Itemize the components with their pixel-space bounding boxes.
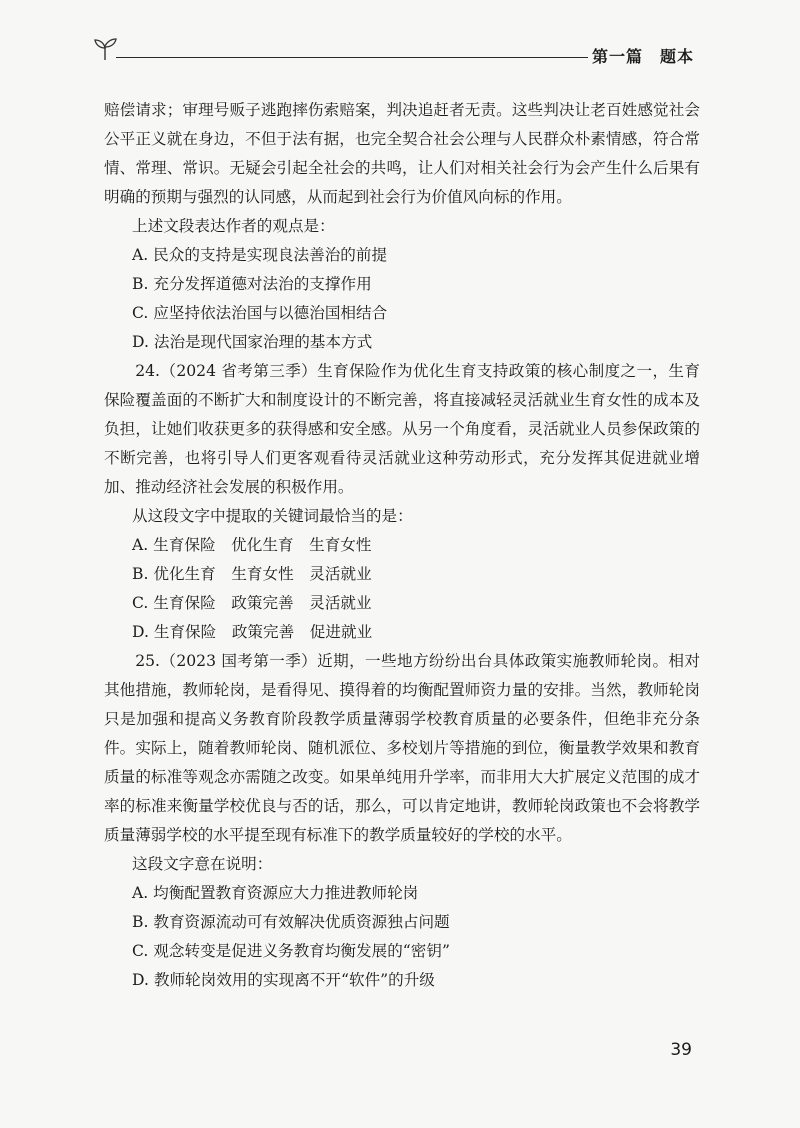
sprout-icon — [92, 36, 118, 62]
question-25-option-a: A. 均衡配置教育资源应大力推进教师轮岗 — [132, 884, 419, 902]
page-content — [104, 96, 700, 995]
question-24-stem: 从这段文字中提取的关键词最恰当的是： — [132, 507, 413, 525]
option-b: B. 充分发挥道德对法治的支撑作用 — [132, 275, 372, 293]
continuation-paragraph: 赔偿请求；审理号贩子逃跑摔伤索赔案，判决追赶者无责。这些判决让老百姓感觉社会公平正义就在身边，不但于法有据，也完全契合社会公理与人民群众朴素情感，符合常情、常理、常识。无疑会引起全社会的共鸣，让人们对相关社会行为会产生什么后果有明确的预期与强烈的认同感，从而起到社会行为价值风向标的作用。 — [104, 101, 700, 206]
question-25-option-c: C. 观念转变是促进义务教育均衡发展的“密钥” — [132, 942, 450, 960]
question-stem: 上述文段表达作者的观点是： — [132, 217, 335, 235]
question-25-option-d: D. 教师轮岗效用的实现离不开“软件”的升级 — [132, 971, 435, 989]
question-25-text: 25.（2023 国考第一季）近期，一些地方纷纷出台具体政策实施教师轮岗。相对其他措施，教师轮岗，是看得见、摸得着的均衡配置师资力量的安排。当然，教师轮岗只是加强和提高义务教育阶段教学质量薄弱学校教育质量的必要条件，但绝非充分条件。实际上，随着教师轮岗、随机派位、多校划片等措施的到位，衡量教学效果和教育质量的标准等观念亦需随之改变。如果单纯用升学率，而非用大大扩展定义范围的成才率的标准来衡量学校优良与否的话，那么，可以肯定地讲，教师轮岗政策也不会将教学质量薄弱学校的水平提至现有标准下的教学质量较好的学校的水平。 — [104, 652, 700, 844]
option-a: A. 民众的支持是实现良法善治的前提 — [132, 246, 388, 264]
question-24-option-a: A. 生育保险 优化生育 生育女性 — [132, 536, 372, 554]
question-24-text: 24.（2024 省考第三季）生育保险作为优化生育支持政策的核心制度之一，生育保险覆盖面的不断扩大和制度设计的不断完善，将直接减轻灵活就业生育女性的成本及负担，让她们收获更多的获得感和安全感。从另一个角度看，灵活就业人员参保政策的不断完善，也将引导人们更客观看待灵活就业这种劳动形式，充分发挥其促进就业增加、推动经济社会发展的积极作用。 — [104, 362, 700, 496]
question-24-option-c: C. 生育保险 政策完善 灵活就业 — [132, 594, 372, 612]
section-title: 第一篇 题本 — [591, 47, 694, 66]
running-header — [92, 36, 698, 76]
option-c: C. 应坚持依法治国与以德治国相结合 — [132, 304, 388, 322]
page-number: 39 — [670, 1040, 692, 1060]
question-25-stem: 这段文字意在说明： — [132, 855, 273, 873]
question-25-option-b: B. 教育资源流动可有效解决优质资源独占问题 — [132, 913, 450, 931]
option-d: D. 法治是现代国家治理的基本方式 — [132, 333, 373, 351]
question-24-option-b: B. 优化生育 生育女性 灵活就业 — [132, 565, 372, 583]
header-rule — [116, 57, 588, 58]
question-24-option-d: D. 生育保险 政策完善 促进就业 — [132, 623, 373, 641]
